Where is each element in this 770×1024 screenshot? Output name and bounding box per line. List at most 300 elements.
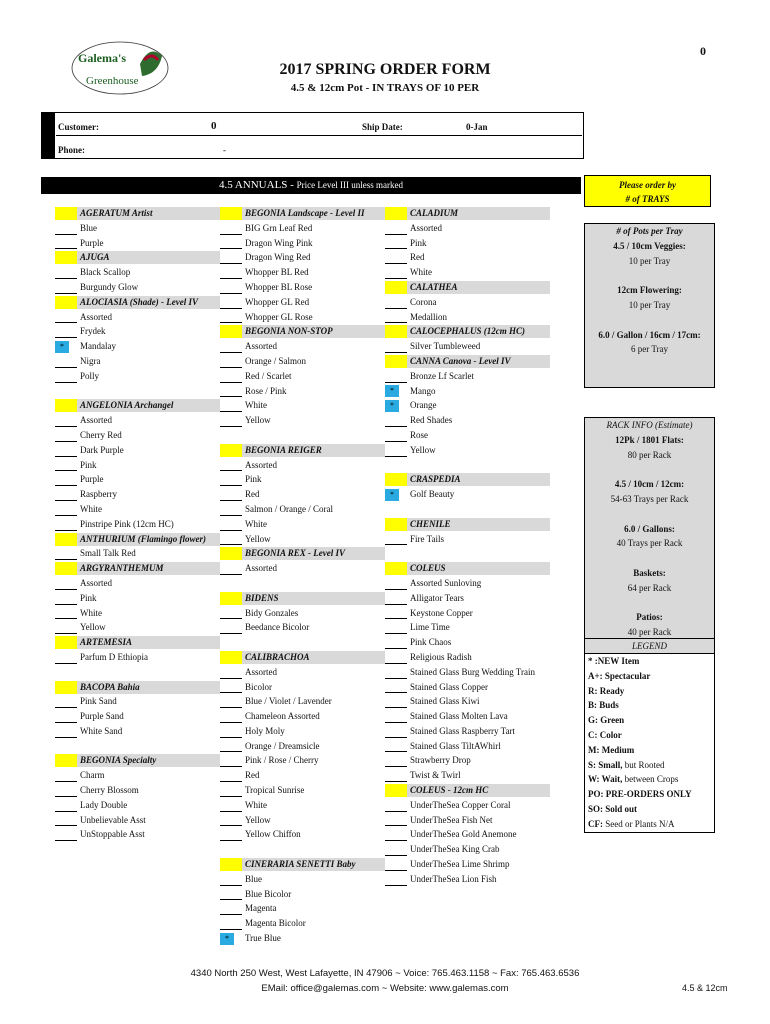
pots-box-line: 12cm Flowering: xyxy=(617,285,682,296)
quantity-entry-line[interactable] xyxy=(385,308,407,309)
please-order-note xyxy=(584,175,711,207)
plant-name: Corona xyxy=(410,296,437,307)
plant-name: Charm xyxy=(80,770,105,781)
plant-name: UnderTheSea Lime Shrimp xyxy=(410,859,510,870)
plant-name: Golf Beauty xyxy=(410,489,455,500)
plant-name: Alligator Tears xyxy=(410,592,464,603)
pots-box-line xyxy=(585,372,714,387)
quantity-entry-line[interactable] xyxy=(220,293,242,294)
header-highlight xyxy=(220,651,242,664)
plant-name: Red / Scarlet xyxy=(245,370,292,381)
quantity-entry-line[interactable] xyxy=(385,722,407,723)
quantity-entry-line[interactable] xyxy=(55,796,77,797)
legend-desc: Seed or Plants N/A xyxy=(603,818,675,829)
plant-name: White xyxy=(245,518,267,529)
pots-box-line: 6.0 / Gallon / 16cm / 17cm: xyxy=(598,329,701,340)
quantity-entry-line[interactable] xyxy=(385,589,407,590)
category-name: BEGONIA Landscape - Level II xyxy=(245,208,365,218)
quantity-entry-line[interactable] xyxy=(220,781,242,782)
legend-key: W: Wait, xyxy=(588,774,623,785)
quantity-entry-line[interactable] xyxy=(220,633,242,634)
plant-name: Stained Glass Copper xyxy=(410,681,488,692)
quantity-entry-line[interactable] xyxy=(385,811,407,812)
quantity-entry-line[interactable] xyxy=(385,382,407,383)
footer-corner-label: 4.5 & 12cm xyxy=(682,983,728,993)
quantity-entry-line[interactable] xyxy=(220,811,242,812)
quantity-entry-line[interactable] xyxy=(385,248,407,249)
form-subtitle: 4.5 & 12cm Pot - IN TRAYS OF 10 PER xyxy=(290,82,480,94)
plant-name: Blue xyxy=(80,222,97,233)
header-highlight xyxy=(385,355,407,368)
legend-key: B: Buds xyxy=(588,700,619,711)
pots-box-line xyxy=(585,268,714,283)
rack-box-line: 12Pk / 1801 Flats: xyxy=(615,434,684,445)
quantity-entry-line[interactable] xyxy=(220,248,242,249)
plant-name: Small Talk Red xyxy=(80,548,136,559)
plant-name: White xyxy=(80,503,102,514)
customer-label: Customer: xyxy=(58,122,99,132)
quantity-entry-line[interactable] xyxy=(385,707,407,708)
quantity-entry-line[interactable] xyxy=(55,248,77,249)
header-highlight xyxy=(220,547,242,560)
category-name: CINERARIA SENETTI Baby xyxy=(245,859,356,870)
plant-name: Chameleon Assorted xyxy=(245,711,320,722)
category-name: CALIBRACHOA xyxy=(245,651,310,662)
category-name: BEGONIA Specialty xyxy=(80,755,157,766)
form-title: 2017 SPRING ORDER FORM xyxy=(279,61,491,78)
quantity-entry-line[interactable] xyxy=(385,855,407,856)
quantity-entry-line[interactable] xyxy=(220,796,242,797)
quantity-entry-line[interactable] xyxy=(385,751,407,752)
plant-name: White xyxy=(410,267,432,278)
plant-name: Unbelievable Asst xyxy=(80,814,146,825)
plant-name: Polly xyxy=(80,370,100,381)
pots-box-line xyxy=(585,313,714,328)
quantity-entry-line[interactable] xyxy=(385,825,407,826)
rack-box-line: 64 per Rack xyxy=(627,582,672,593)
header-highlight xyxy=(55,533,77,546)
header-highlight xyxy=(385,784,407,797)
ship-date-value[interactable]: 0-Jan xyxy=(466,122,488,132)
quantity-entry-line[interactable] xyxy=(220,574,242,575)
plant-name: Cherry Blossom xyxy=(80,785,139,796)
quantity-entry-line[interactable] xyxy=(220,929,242,930)
plant-name: Medallion xyxy=(410,311,447,322)
quantity-entry-line[interactable] xyxy=(220,737,242,738)
quantity-entry-line[interactable] xyxy=(55,322,77,323)
category-name: CHENILE xyxy=(410,518,451,529)
plant-name: Assorted xyxy=(245,459,277,470)
plant-name: Orange / Salmon xyxy=(245,355,306,366)
legend-item xyxy=(585,654,714,669)
quantity-entry-line[interactable] xyxy=(55,530,77,531)
header-highlight xyxy=(55,399,77,412)
plant-name: Frydek xyxy=(80,326,106,337)
quantity-entry-line[interactable] xyxy=(55,781,77,782)
plant-name: Fire Tails xyxy=(410,533,444,544)
plant-name: UnStoppable Asst xyxy=(80,829,145,840)
legend-item xyxy=(585,728,714,743)
plant-name: Yellow xyxy=(245,533,271,544)
header-highlight xyxy=(220,592,242,605)
new-item-marker: * xyxy=(385,489,399,501)
quantity-entry-line[interactable] xyxy=(220,278,242,279)
plant-name: Pink xyxy=(80,459,97,470)
footer-address: 4340 North 250 West, West Lafayette, IN 47906 ~ Voice: 765.463.1158 ~ Fax: 765.463.6536 xyxy=(190,968,580,979)
header-highlight xyxy=(220,207,242,220)
legend-key: S: Small, xyxy=(588,759,623,770)
header-highlight xyxy=(220,325,242,338)
plant-name: Parfum D Ethiopia xyxy=(80,651,148,662)
quantity-entry-line[interactable] xyxy=(55,293,77,294)
plant-name: Orange xyxy=(410,400,437,411)
header-highlight xyxy=(55,562,77,575)
quantity-entry-line[interactable] xyxy=(220,766,242,767)
quantity-entry-line[interactable] xyxy=(55,811,77,812)
quantity-entry-line[interactable] xyxy=(385,648,407,649)
quantity-entry-line[interactable] xyxy=(385,737,407,738)
legend-key: M: Medium xyxy=(588,744,635,755)
plant-name: Purple Sand xyxy=(80,711,124,722)
rack-box-line: 40 Trays per Rack xyxy=(616,538,683,549)
quantity-entry-line[interactable] xyxy=(220,426,242,427)
plant-name: Pink xyxy=(410,237,427,248)
category-name: ARGYRANTHEMUM xyxy=(80,563,164,574)
category-name: ANTHURIUM (Flamingo flower) xyxy=(80,533,207,544)
legend-item xyxy=(585,772,714,787)
plant-name: Yellow xyxy=(80,622,106,633)
rack-box-line: Patios: xyxy=(636,612,663,623)
category-name: BACOPA Bahia xyxy=(80,681,140,692)
category-name: CALADIUM xyxy=(410,208,459,218)
legend-title: LEGEND xyxy=(585,639,714,654)
header-highlight xyxy=(55,207,77,220)
plant-name: Pink Sand xyxy=(80,696,117,707)
plant-name: Blue / Violet / Lavender xyxy=(245,696,332,707)
plant-name: Whopper GL Rose xyxy=(245,311,313,322)
quantity-entry-line[interactable] xyxy=(385,234,407,235)
quantity-entry-line[interactable] xyxy=(385,633,407,634)
plant-name: Assorted xyxy=(410,222,442,233)
header-highlight xyxy=(220,444,242,457)
quantity-entry-line[interactable] xyxy=(385,618,407,619)
quantity-entry-line[interactable] xyxy=(55,470,77,471)
plant-name: UnderTheSea Gold Anemone xyxy=(410,829,517,840)
quantity-entry-line[interactable] xyxy=(385,885,407,886)
quantity-entry-line[interactable] xyxy=(220,500,242,501)
quantity-entry-line[interactable] xyxy=(385,544,407,545)
quantity-entry-line[interactable] xyxy=(220,515,242,516)
quantity-entry-line[interactable] xyxy=(385,263,407,264)
quantity-entry-line[interactable] xyxy=(385,456,407,457)
plant-name: Stained Glass TiltAWhirl xyxy=(410,740,501,751)
quantity-entry-line[interactable] xyxy=(220,899,242,900)
quantity-entry-line[interactable] xyxy=(55,737,77,738)
plant-name: True Blue xyxy=(245,933,281,944)
plant-name: Assorted xyxy=(245,666,277,677)
plant-name: Dragon Wing Red xyxy=(245,252,311,263)
please-order-line1: Please order by xyxy=(619,180,676,190)
rack-box-line: 40 per Rack xyxy=(627,627,672,638)
plant-name: Mango xyxy=(410,385,436,396)
quantity-entry-line[interactable] xyxy=(55,426,77,427)
pots-box-line xyxy=(585,357,714,372)
customer-box-divider xyxy=(56,135,582,136)
category-name: ARTEMESIA xyxy=(80,637,133,648)
plant-name: Purple xyxy=(80,237,104,248)
quantity-entry-line[interactable] xyxy=(220,411,242,412)
legend-key: CF: xyxy=(588,818,603,829)
plant-name: Rose / Pink xyxy=(245,385,287,396)
quantity-entry-line[interactable] xyxy=(55,515,77,516)
quantity-entry-line[interactable] xyxy=(55,663,77,664)
section-title: 4.5 ANNUALS - xyxy=(218,179,297,191)
plant-name: Lime Time xyxy=(410,622,450,633)
plant-name: Pinstripe Pink (12cm HC) xyxy=(80,518,174,529)
plant-name: Dragon Wing Pink xyxy=(245,237,313,248)
category-name: CRASPEDIA xyxy=(410,474,461,485)
pots-per-tray-box xyxy=(584,223,715,388)
rack-box-line: 54-63 Trays per Rack xyxy=(610,493,689,504)
plant-name: Mandalay xyxy=(80,341,116,352)
quantity-entry-line[interactable] xyxy=(220,751,242,752)
plant-name: Whopper GL Red xyxy=(245,296,310,307)
category-name: BEGONIA NON-STOP xyxy=(245,326,333,337)
quantity-entry-line[interactable] xyxy=(220,678,242,679)
phone-value[interactable]: - xyxy=(223,145,226,155)
new-item-marker: * xyxy=(385,400,399,412)
legend-item xyxy=(585,802,714,817)
phone-label: Phone: xyxy=(58,145,85,155)
quantity-entry-line[interactable] xyxy=(55,618,77,619)
logo-line1: Galema's xyxy=(78,51,126,65)
plant-name: White xyxy=(80,607,102,618)
quantity-entry-line[interactable] xyxy=(220,352,242,353)
plant-name: Pink xyxy=(245,474,262,485)
category-name: AJUGA xyxy=(80,252,110,263)
new-item-marker: * xyxy=(385,385,399,397)
quantity-entry-line[interactable] xyxy=(385,663,407,664)
quantity-entry-line[interactable] xyxy=(220,840,242,841)
header-highlight xyxy=(220,858,242,871)
rack-box-line xyxy=(585,596,714,611)
quantity-entry-line[interactable] xyxy=(55,367,77,368)
quantity-entry-line[interactable] xyxy=(55,234,77,235)
rack-box-line: 80 per Rack xyxy=(627,449,672,460)
section-note: Price Level III unless marked xyxy=(296,180,404,190)
category-name: CALATHEA xyxy=(410,281,458,292)
plant-name: Yellow xyxy=(245,814,271,825)
quantity-entry-line[interactable] xyxy=(385,278,407,279)
quantity-entry-line[interactable] xyxy=(220,825,242,826)
plant-name: Blue Bicolor xyxy=(245,888,292,899)
section-header xyxy=(41,177,581,194)
logo-line2: Greenhouse xyxy=(86,75,139,87)
quantity-entry-line[interactable] xyxy=(220,914,242,915)
quantity-entry-line[interactable] xyxy=(385,352,407,353)
legend-item xyxy=(585,817,714,832)
quantity-entry-line[interactable] xyxy=(385,322,407,323)
plant-name: Religious Radish xyxy=(410,651,472,662)
plant-name: Orange / Dreamsicle xyxy=(245,740,320,751)
quantity-entry-line[interactable] xyxy=(220,367,242,368)
quantity-entry-line[interactable] xyxy=(385,678,407,679)
plant-name: Red xyxy=(410,252,425,263)
plant-name: UnderTheSea Lion Fish xyxy=(410,873,497,884)
ship-date-label: Ship Date: xyxy=(362,122,403,132)
plant-name: Magenta xyxy=(245,903,277,914)
plant-name: Nigra xyxy=(80,355,101,366)
plant-name: Assorted xyxy=(80,415,112,426)
category-name: COLEUS xyxy=(410,563,446,574)
quantity-entry-line[interactable] xyxy=(220,530,242,531)
header-highlight xyxy=(385,325,407,338)
plant-name: Dark Purple xyxy=(80,444,124,455)
legend-item xyxy=(585,787,714,802)
header-highlight xyxy=(385,207,407,220)
plant-name: Burgundy Glow xyxy=(80,281,139,292)
quantity-entry-line[interactable] xyxy=(55,589,77,590)
plant-name: Whopper BL Red xyxy=(245,267,309,278)
plant-name: Pink xyxy=(80,592,97,603)
new-item-marker: * xyxy=(55,341,69,353)
quantity-entry-line[interactable] xyxy=(220,707,242,708)
quantity-entry-line[interactable] xyxy=(385,692,407,693)
header-highlight xyxy=(385,281,407,294)
footer-contact: EMail: office@galemas.com ~ Website: www.galemas.com xyxy=(261,983,509,994)
category-name: BEGONIA REX - Level IV xyxy=(245,548,346,559)
category-name: BIDENS xyxy=(245,592,279,603)
customer-box-bar xyxy=(41,112,55,159)
quantity-entry-line[interactable] xyxy=(220,722,242,723)
quantity-entry-line[interactable] xyxy=(55,441,77,442)
plant-name: Stained Glass Burg Wedding Train xyxy=(410,666,535,677)
quantity-entry-line[interactable] xyxy=(220,263,242,264)
legend-item xyxy=(585,713,714,728)
quantity-entry-line[interactable] xyxy=(55,840,77,841)
plant-name: Magenta Bicolor xyxy=(245,918,306,929)
plant-name: White xyxy=(245,799,267,810)
quantity-entry-line[interactable] xyxy=(385,441,407,442)
quantity-entry-line[interactable] xyxy=(385,426,407,427)
rack-box-line: 4.5 / 10cm / 12cm: xyxy=(614,479,685,490)
plant-name: Tropical Sunrise xyxy=(245,785,305,796)
category-name: COLEUS - 12cm HC xyxy=(410,785,489,796)
quantity-entry-line[interactable] xyxy=(220,382,242,383)
quantity-entry-line[interactable] xyxy=(385,766,407,767)
plant-name: Lady Double xyxy=(80,799,128,810)
pots-box-line: 4.5 / 10cm Veggies: xyxy=(613,240,686,251)
header-highlight xyxy=(385,473,407,486)
quantity-entry-line[interactable] xyxy=(385,604,407,605)
category-name: BEGONIA REIGER xyxy=(245,444,322,455)
plant-name: BIG Grn Leaf Red xyxy=(245,222,313,233)
plant-name: Salmon / Orange / Coral xyxy=(245,503,333,514)
please-order-line2: # of TRAYS xyxy=(625,194,670,204)
legend-key: * :NEW Item xyxy=(588,656,640,666)
legend-key: SO: Sold out xyxy=(588,803,638,814)
header-highlight xyxy=(55,754,77,767)
page-number: 0 xyxy=(700,44,706,58)
rack-box-line: Baskets: xyxy=(633,567,666,578)
quantity-entry-line[interactable] xyxy=(55,456,77,457)
quantity-entry-line[interactable] xyxy=(55,382,77,383)
plant-name: Stained Glass Raspberry Tart xyxy=(410,725,515,736)
header-highlight xyxy=(55,636,77,649)
category-name: ANGELONIA Archangel xyxy=(80,400,174,411)
quantity-entry-line[interactable] xyxy=(55,559,77,560)
quantity-entry-line[interactable] xyxy=(385,840,407,841)
plant-name: Beedance Bicolor xyxy=(245,622,310,633)
new-item-marker: * xyxy=(220,933,234,945)
rack-box-line xyxy=(585,462,714,477)
quantity-entry-line[interactable] xyxy=(55,825,77,826)
legend-box xyxy=(584,638,715,833)
quantity-entry-line[interactable] xyxy=(220,470,242,471)
legend-item xyxy=(585,669,714,684)
plant-name: Assorted xyxy=(80,577,112,588)
header-highlight xyxy=(55,296,77,309)
plant-name: Stained Glass Molten Lava xyxy=(410,711,508,722)
plant-name: UnderTheSea King Crab xyxy=(410,844,500,855)
pots-box-line: 6 per Tray xyxy=(630,344,668,355)
quantity-entry-line[interactable] xyxy=(220,485,242,486)
quantity-entry-line[interactable] xyxy=(55,707,77,708)
quantity-entry-line[interactable] xyxy=(220,234,242,235)
quantity-entry-line[interactable] xyxy=(220,396,242,397)
quantity-entry-line[interactable] xyxy=(220,322,242,323)
plant-name: Red xyxy=(245,770,260,781)
quantity-entry-line[interactable] xyxy=(385,870,407,871)
quantity-entry-line[interactable] xyxy=(55,337,77,338)
plant-name: Assorted xyxy=(245,341,277,352)
legend-item xyxy=(585,743,714,758)
plant-name: Yellow xyxy=(245,415,271,426)
plant-name: Black Scallop xyxy=(80,267,131,278)
plant-name: Rose xyxy=(410,429,428,440)
customer-value[interactable]: 0 xyxy=(211,120,217,132)
quantity-entry-line[interactable] xyxy=(55,633,77,634)
quantity-entry-line[interactable] xyxy=(220,885,242,886)
quantity-entry-line[interactable] xyxy=(220,544,242,545)
quantity-entry-line[interactable] xyxy=(55,500,77,501)
quantity-entry-line[interactable] xyxy=(220,618,242,619)
pots-box-line: # of Pots per Tray xyxy=(616,226,683,236)
plant-name: White xyxy=(245,400,267,411)
legend-key: C: Color xyxy=(588,729,622,740)
quantity-entry-line[interactable] xyxy=(55,278,77,279)
category-name: ALOCIASIA (Shade) - Level IV xyxy=(80,296,199,307)
quantity-entry-line[interactable] xyxy=(55,604,77,605)
plant-name: Strawberry Drop xyxy=(410,755,471,766)
plant-name: Bidy Gonzales xyxy=(245,607,299,618)
plant-name: Assorted xyxy=(245,563,277,574)
rack-box-line xyxy=(585,507,714,522)
quantity-entry-line[interactable] xyxy=(385,781,407,782)
rack-box-line: 6.0 / Gallons: xyxy=(624,523,675,534)
quantity-entry-line[interactable] xyxy=(220,308,242,309)
plant-name: Holy Moly xyxy=(245,725,285,736)
rack-box-line xyxy=(585,551,714,566)
plant-name: Pink / Rose / Cherry xyxy=(245,755,319,766)
quantity-entry-line[interactable] xyxy=(220,692,242,693)
plant-name: Cherry Red xyxy=(80,429,122,440)
plant-name: Silver Tumbleweed xyxy=(410,341,481,352)
plant-name: Assorted xyxy=(80,311,112,322)
plant-name: Blue xyxy=(245,873,262,884)
quantity-entry-line[interactable] xyxy=(55,485,77,486)
quantity-entry-line[interactable] xyxy=(55,722,77,723)
